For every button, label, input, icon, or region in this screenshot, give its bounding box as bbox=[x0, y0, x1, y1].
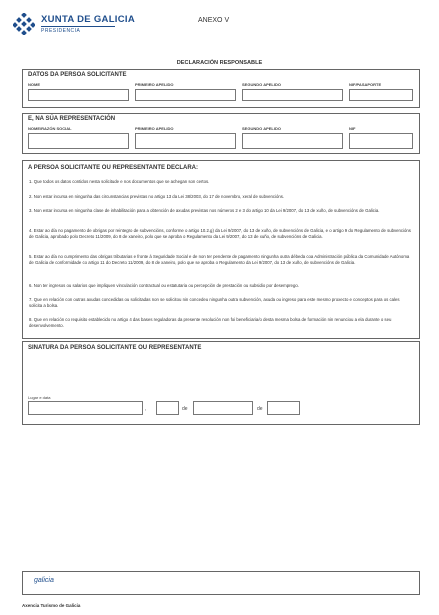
declaration-item: 3. Non estar incursa en ningunha clase de inhabilitación para a obtención de axudas previstas nos números 2 e 3 do artigo 10 da Lei 9/2007, do 13 de xuño, de subvencións de Galicia. bbox=[29, 208, 380, 213]
representative-second-surname-field[interactable] bbox=[242, 133, 343, 149]
agency-name: Axencia Turismo de Galicia bbox=[22, 603, 81, 608]
applicant-name-field[interactable] bbox=[28, 89, 129, 101]
comma-separator: , bbox=[145, 406, 147, 412]
applicant-second-surname-label: SEGUNDO APELIDO bbox=[242, 82, 281, 87]
representative-first-surname-field[interactable] bbox=[135, 133, 236, 149]
declaration-item: 5. Estar ao día no cumprimento das obrigas tributarias e fronte á Seguridade Social e de non ter pendente de pagamento ningunha outra débeda coa Administración pública da Comunidade Autónoma de Galicia de conformidade co artigo 11 do Decreto 11/2009, do 8 de xaneiro, polo que se aproba o Regulamento da Lei 9/2007, do 13 de xuño, de subvencións de Galicia. bbox=[29, 254, 410, 265]
representative-first-surname-label: PRIMEIRO APELIDO bbox=[135, 126, 174, 131]
xunta-emblem-icon bbox=[13, 13, 35, 35]
applicant-first-surname-field[interactable] bbox=[135, 89, 236, 101]
logo-subtitle: PRESIDENCIA bbox=[41, 26, 115, 34]
signature-title: SINATURA DA PERSOA SOLICITANTE OU REPRESENTANTE bbox=[28, 345, 202, 351]
galicia-logo: galicia bbox=[34, 577, 54, 584]
de-separator-2: de bbox=[257, 406, 263, 412]
representative-second-surname-label: SEGUNDO APELIDO bbox=[242, 126, 281, 131]
footer-box bbox=[22, 571, 420, 595]
applicant-section-title: DATOS DA PERSOA SOLICITANTE bbox=[28, 72, 127, 78]
representative-name-field[interactable] bbox=[28, 133, 129, 149]
declaration-item: 2. Non estar incursa en ningunha das circunstancias previstas no artigo 13 da Lei 38/2003, do 17 de novembro, xeral de subvencións. bbox=[29, 194, 285, 199]
declaration-item: 8. Que en relación co requisito establecido no artigo 4 das bases reguladoras da presente resolución non foi beneficiaria/o desta mesma bolsa de formación nin renunciou a ela durante o seu desenvolvemento. bbox=[29, 317, 392, 328]
year-field[interactable] bbox=[267, 401, 300, 415]
representative-nif-label: NIF bbox=[349, 126, 356, 131]
declaration-section bbox=[22, 160, 420, 339]
place-field[interactable] bbox=[28, 401, 143, 415]
applicant-name-label: NOME bbox=[28, 82, 40, 87]
declaration-item: 6. Non ter ingresos ou salarios que impliquen vinculación contractual ou estatutaria ou percepción de prestación ou subsidio por desemprego. bbox=[29, 283, 299, 288]
applicant-second-surname-field[interactable] bbox=[242, 89, 343, 101]
representative-section-title: E, NA SÚA REPRESENTACIÓN bbox=[28, 116, 116, 122]
declaration-item: 1. Que todos os datos contidos nesta solicitude e nos documentos que se achegan son certos. bbox=[29, 179, 210, 184]
representative-section bbox=[22, 113, 420, 154]
applicant-first-surname-label: PRIMEIRO APELIDO bbox=[135, 82, 174, 87]
place-date-label: Lugar e data bbox=[28, 395, 51, 400]
logo-title: XUNTA DE GALICIA bbox=[41, 14, 135, 25]
representative-name-label: NOME/RAZÓN SOCIAL bbox=[28, 126, 72, 131]
applicant-section bbox=[22, 69, 420, 108]
declaration-item: 7. Que en relación con outras axudas concedidas ou solicitadas non se solicitou nin concedeu ningunha outra subvención, axuda ou ingreso para este mesmo proxecto e conceptos para os cales solicita a bolsa. bbox=[29, 297, 400, 308]
representative-nif-field[interactable] bbox=[349, 133, 413, 149]
declaration-title: A PERSOA SOLICITANTE OU REPRESENTANTE DECLARA: bbox=[28, 165, 199, 171]
xunta-logo bbox=[13, 11, 133, 43]
applicant-nif-label: NIF/PASAPORTE bbox=[349, 82, 382, 87]
declaration-item: 4. Estar ao día no pagamento de obrigas por reintegro de subvencións, conforme o artigo 10.2.g) da Lei 9/2007, do 13 de xuño, de subvencións de Galicia, e o artigo 9 do Regulamento de subvencións de Galicia, aprobado polo Decreto 11/2009, do 8 de xaneiro, polo que se aproba o Regulamento da Lei 9/2007, do 13 de xuño, de subvencións de Galicia. bbox=[29, 228, 411, 239]
signature-section bbox=[22, 341, 420, 425]
day-field[interactable] bbox=[156, 401, 179, 415]
applicant-nif-field[interactable] bbox=[349, 89, 413, 101]
annex-label: ANEXO V bbox=[198, 17, 230, 24]
month-field[interactable] bbox=[193, 401, 253, 415]
de-separator-1: de bbox=[182, 406, 188, 412]
document-title: DECLARACIÓN RESPONSABLE bbox=[176, 60, 263, 66]
